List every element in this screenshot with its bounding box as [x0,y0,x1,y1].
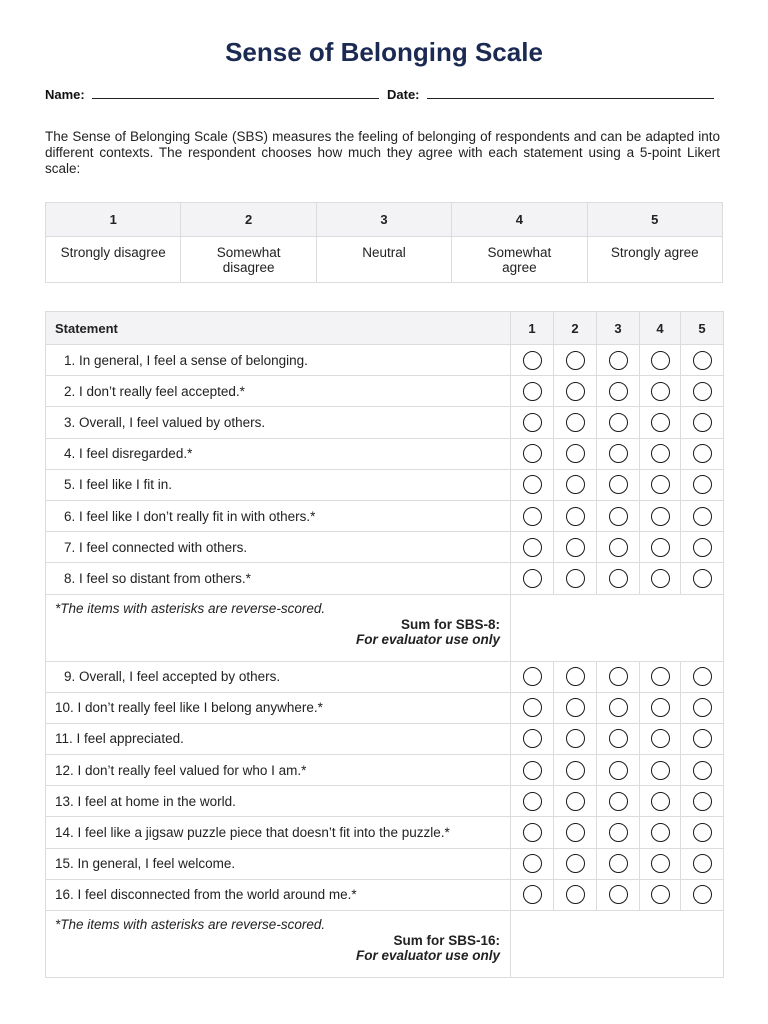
likert-scale-table [45,202,723,283]
rating-radio-3[interactable] [609,698,628,717]
statement-text: 5. I feel like I fit in. [46,469,511,500]
rating-radio-4[interactable] [651,413,670,432]
likert-number: 5 [587,203,722,237]
statement-text: 9. Overall, I feel accepted by others. [46,661,511,692]
date-label: Date: [387,87,420,102]
section-footer [46,911,511,978]
rating-radio-5[interactable] [693,507,712,526]
table-row [46,786,724,817]
rating-radio-4[interactable] [651,823,670,842]
table-row [46,563,724,594]
rating-radio-2[interactable] [566,823,585,842]
sum-entry-cell[interactable] [511,911,724,978]
rating-radio-4[interactable] [651,444,670,463]
rating-cell [681,407,724,438]
rating-radio-5[interactable] [693,667,712,686]
rating-cell [597,407,640,438]
rating-radio-1[interactable] [523,382,542,401]
rating-radio-2[interactable] [566,351,585,370]
rating-radio-2[interactable] [566,444,585,463]
rating-cell [554,661,597,692]
table-row [46,723,724,754]
rating-cell [640,469,681,500]
rating-cell [597,345,640,376]
table-row [46,879,724,910]
rating-radio-2[interactable] [566,507,585,526]
rating-radio-3[interactable] [609,351,628,370]
rating-radio-3[interactable] [609,444,628,463]
rating-cell [511,786,554,817]
rating-radio-5[interactable] [693,761,712,780]
rating-radio-2[interactable] [566,667,585,686]
rating-radio-4[interactable] [651,569,670,588]
rating-cell [640,848,681,879]
rating-radio-4[interactable] [651,761,670,780]
date-field[interactable] [427,86,714,99]
statement-text: 6. I feel like I don’t really fit in with others.* [46,500,511,531]
rating-radio-5[interactable] [693,475,712,494]
rating-cell [511,879,554,910]
rating-cell [640,786,681,817]
rating-cell [554,500,597,531]
rating-cell [681,469,724,500]
table-row [46,661,724,692]
rating-radio-3[interactable] [609,569,628,588]
rating-radio-4[interactable] [651,792,670,811]
likert-number: 4 [452,203,587,237]
rating-header: 2 [554,312,597,345]
rating-cell [597,469,640,500]
rating-cell [511,500,554,531]
rating-radio-1[interactable] [523,792,542,811]
rating-radio-4[interactable] [651,729,670,748]
rating-radio-3[interactable] [609,667,628,686]
rating-cell [597,817,640,848]
rating-cell [511,376,554,407]
rating-cell [511,848,554,879]
section-footer [46,594,511,661]
rating-radio-2[interactable] [566,413,585,432]
rating-cell [597,786,640,817]
rating-radio-5[interactable] [693,885,712,904]
rating-radio-2[interactable] [566,854,585,873]
rating-radio-5[interactable] [693,792,712,811]
rating-cell [511,345,554,376]
rating-header: 3 [597,312,640,345]
rating-radio-5[interactable] [693,351,712,370]
statement-text: 10. I don’t really feel like I belong anywhere.* [46,692,511,723]
rating-radio-1[interactable] [523,507,542,526]
rating-radio-5[interactable] [693,413,712,432]
rating-cell [640,879,681,910]
rating-cell [511,692,554,723]
rating-radio-4[interactable] [651,475,670,494]
rating-cell [597,563,640,594]
rating-cell [681,345,724,376]
rating-radio-1[interactable] [523,823,542,842]
rating-cell [597,532,640,563]
statement-text: 16. I feel disconnected from the world around me.* [46,879,511,910]
rating-header: 5 [681,312,724,345]
rating-radio-4[interactable] [651,667,670,686]
rating-radio-2[interactable] [566,569,585,588]
sum-label: Sum for SBS-8: [400,616,500,632]
rating-radio-2[interactable] [566,792,585,811]
name-field[interactable] [92,86,379,99]
rating-cell [597,500,640,531]
rating-radio-4[interactable] [651,507,670,526]
rating-radio-4[interactable] [651,698,670,717]
rating-radio-5[interactable] [693,729,712,748]
rating-cell [681,500,724,531]
rating-radio-4[interactable] [651,351,670,370]
table-row [46,500,724,531]
rating-cell [681,755,724,786]
rating-radio-1[interactable] [523,667,542,686]
rating-radio-5[interactable] [693,538,712,557]
rating-radio-5[interactable] [693,444,712,463]
rating-cell [511,469,554,500]
rating-radio-3[interactable] [609,792,628,811]
sum-label: Sum for SBS-16: [393,933,500,948]
table-row [46,692,724,723]
rating-cell [554,376,597,407]
intro-paragraph: The Sense of Belonging Scale (SBS) measures the feeling of belonging of respondents and can be adapted into different contexts. The respondent chooses how much they agree with each statement using a 5-point Likert scale: [45,129,720,176]
rating-cell [640,692,681,723]
rating-cell [554,848,597,879]
rating-cell [511,755,554,786]
rating-cell [554,879,597,910]
rating-cell [597,848,640,879]
rating-cell [640,438,681,469]
rating-cell [597,376,640,407]
rating-cell [554,692,597,723]
rating-cell [640,563,681,594]
rating-cell [554,563,597,594]
rating-cell [597,723,640,754]
rating-radio-1[interactable] [523,761,542,780]
statement-text: 1. In general, I feel a sense of belonging. [46,345,511,376]
rating-radio-1[interactable] [523,729,542,748]
rating-radio-3[interactable] [609,538,628,557]
rating-radio-4[interactable] [651,854,670,873]
rating-radio-3[interactable] [609,507,628,526]
rating-radio-1[interactable] [523,569,542,588]
table-row [46,848,724,879]
rating-cell [554,469,597,500]
evaluator-note: For evaluator use only [355,631,500,647]
likert-number: 2 [181,203,316,237]
section-footer-row [46,594,724,661]
rating-radio-2[interactable] [566,761,585,780]
evaluator-note: For evaluator use only [355,948,500,963]
statement-text: 4. I feel disregarded.* [46,438,511,469]
rating-cell [640,723,681,754]
rating-radio-3[interactable] [609,413,628,432]
rating-radio-2[interactable] [566,729,585,748]
rating-radio-5[interactable] [693,698,712,717]
rating-cell [681,376,724,407]
rating-cell [554,723,597,754]
table-row [46,438,724,469]
rating-radio-4[interactable] [651,885,670,904]
rating-radio-5[interactable] [693,854,712,873]
rating-cell [597,438,640,469]
statement-text: 12. I don’t really feel valued for who I am.* [46,755,511,786]
likert-label: Neutral [316,237,451,283]
rating-radio-1[interactable] [523,351,542,370]
likert-label: Strongly disagree [46,237,181,283]
rating-radio-5[interactable] [693,823,712,842]
rating-radio-5[interactable] [693,382,712,401]
statement-text: 7. I feel connected with others. [46,532,511,563]
rating-cell [640,755,681,786]
rating-cell [640,817,681,848]
rating-radio-3[interactable] [609,475,628,494]
rating-cell [640,532,681,563]
likert-label: Somewhat agree [452,237,587,283]
rating-cell [681,879,724,910]
rating-radio-1[interactable] [523,475,542,494]
rating-cell [554,532,597,563]
rating-cell [681,817,724,848]
rating-cell [681,532,724,563]
rating-radio-2[interactable] [566,885,585,904]
rating-radio-1[interactable] [523,885,542,904]
rating-cell [681,661,724,692]
rating-cell [597,755,640,786]
statements-table [45,311,724,978]
statement-text: 11. I feel appreciated. [46,723,511,754]
rating-radio-3[interactable] [609,885,628,904]
rating-radio-2[interactable] [566,538,585,557]
rating-radio-3[interactable] [609,729,628,748]
rating-cell [554,407,597,438]
reverse-score-note: *The items with asterisks are reverse-scored. [55,600,326,616]
rating-cell [681,786,724,817]
rating-cell [681,848,724,879]
likert-number: 3 [316,203,451,237]
statement-text: 13. I feel at home in the world. [46,786,511,817]
rating-cell [554,755,597,786]
rating-radio-4[interactable] [651,382,670,401]
rating-header: 1 [511,312,554,345]
rating-cell [554,345,597,376]
statement-text: 14. I feel like a jigsaw puzzle piece that doesn’t fit into the puzzle.* [46,817,511,848]
rating-cell [511,532,554,563]
rating-cell [640,661,681,692]
rating-cell [511,661,554,692]
rating-radio-1[interactable] [523,444,542,463]
rating-cell [511,407,554,438]
rating-cell [640,407,681,438]
rating-radio-2[interactable] [566,698,585,717]
statement-header: Statement [46,312,511,345]
rating-header: 4 [640,312,681,345]
likert-number: 1 [46,203,181,237]
rating-radio-2[interactable] [566,475,585,494]
likert-label: Strongly agree [587,237,722,283]
table-row [46,755,724,786]
table-row [46,532,724,563]
rating-radio-3[interactable] [609,854,628,873]
rating-radio-1[interactable] [523,413,542,432]
rating-cell [597,692,640,723]
rating-cell [511,817,554,848]
reverse-score-note: *The items with asterisks are reverse-scored. [55,917,326,932]
likert-label: Somewhat disagree [181,237,316,283]
rating-cell [681,563,724,594]
rating-cell [681,438,724,469]
table-row [46,345,724,376]
statement-text: 2. I don’t really feel accepted.* [46,376,511,407]
rating-cell [597,879,640,910]
statements-body [46,345,724,978]
statement-text: 3. Overall, I feel valued by others. [46,407,511,438]
rating-radio-1[interactable] [523,854,542,873]
rating-cell [640,500,681,531]
rating-cell [681,692,724,723]
rating-cell [511,438,554,469]
rating-radio-4[interactable] [651,538,670,557]
rating-cell [511,563,554,594]
table-row [46,407,724,438]
name-date-row [45,86,714,102]
statement-text: 8. I feel so distant from others.* [46,563,511,594]
rating-radio-3[interactable] [609,823,628,842]
rating-radio-3[interactable] [609,761,628,780]
name-label: Name: [45,87,85,102]
rating-cell [554,817,597,848]
rating-radio-3[interactable] [609,382,628,401]
rating-cell [554,438,597,469]
section-footer-row [46,911,724,978]
table-row [46,376,724,407]
rating-radio-5[interactable] [693,569,712,588]
rating-radio-1[interactable] [523,538,542,557]
table-row [46,469,724,500]
table-row [46,817,724,848]
rating-cell [640,345,681,376]
statement-text: 15. In general, I feel welcome. [46,848,511,879]
rating-radio-2[interactable] [566,382,585,401]
rating-cell [640,376,681,407]
rating-radio-1[interactable] [523,698,542,717]
rating-cell [511,723,554,754]
rating-cell [597,661,640,692]
rating-cell [681,723,724,754]
sum-entry-cell[interactable] [511,594,724,661]
page-title: Sense of Belonging Scale [225,37,543,67]
rating-cell [554,786,597,817]
